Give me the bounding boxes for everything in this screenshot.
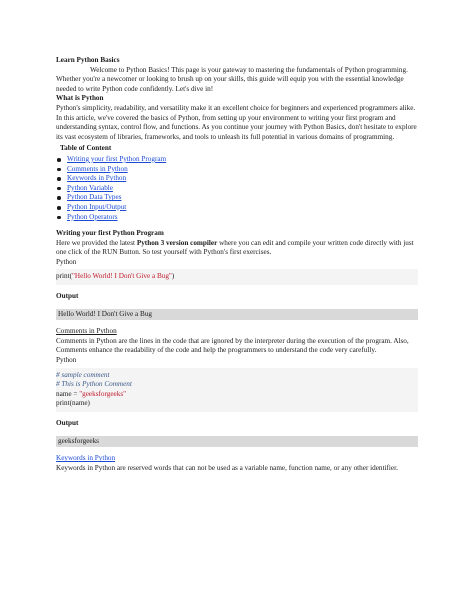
code-print-fn: print [56,399,70,408]
code-paren: ( [69,272,72,281]
document-content [56,56,418,473]
toc-link-first-program[interactable]: Writing your first Python Program [67,154,167,163]
what-is-python-paragraph: Python's simplicity, readability, and versatility make it an excellent choice for beginners and experienced programmers alike. In this article, we've covered the basics of Python, from setting up your environment to writing your first program and understanding syntax, control flow, and functions. As you continue your journey with Python Basics, don't hesitate to explore its vast ecosystem of libraries, frameworks, and tools to unleash its full potential in various domains of programming. [56,103,417,141]
section-heading-keywords [56,454,418,464]
output-box-geeks: geeksforgeeks [56,436,418,448]
toc-item [67,203,418,213]
code-paren: ) [171,272,175,281]
section-comments-paragraph: Comments in Python are the lines in the code that are ignored by the interpreter during the execution of the program. Also, Comments enhance the readability of the code and help the programmers to understand the code very carefully. [56,336,409,355]
code-assign-line [56,390,418,400]
code-print-fn: print [56,272,70,281]
section-keywords-paragraph: Keywords in Python are reserved words that can not be used as a variable name, function name, or any other identifier. [56,463,398,472]
table-of-contents [56,155,418,222]
toc-link-data-types[interactable]: Python Data Types [67,193,122,202]
toc-item [67,155,418,165]
toc-item [67,174,418,184]
toc-link-variable[interactable]: Python Variable [67,183,113,192]
output-label: Output [56,292,79,301]
code-block-comments [56,368,418,412]
code-comment-line: # This is Python Comment [56,380,132,389]
toc-item [67,165,418,175]
toc-item [67,213,418,223]
toc-link-keywords[interactable]: Keywords in Python [67,174,127,183]
page-title: Learn Python Basics [56,56,120,64]
code-language-label: Python [56,356,77,365]
section-heading-comments: Comments in Python [56,327,117,336]
code-print-line [56,399,418,409]
code-language-label: Python [56,257,77,266]
paragraph-text: Here we provided the latest [56,238,137,247]
toc-title: Table of Content [60,144,112,153]
section-first-program-paragraph [56,239,418,258]
output-label: Output [56,419,79,427]
code-string: "geeksforgeeks" [79,389,127,398]
code-comment-line: # sample comment [56,370,110,379]
keywords-link[interactable]: Keywords in Python [56,454,116,463]
toc-link-comments[interactable]: Comments in Python [67,164,128,173]
section-heading-first-program: Writing your first Python Program [56,229,164,238]
paragraph-text: where you can edit and compile your written code directly with just one click of the RUN Button. So test yourself with Python's first exercises. [56,238,414,257]
compiler-phrase: Python 3 version compiler [136,238,218,247]
code-assign: name = [56,389,80,398]
code-string: "Hello World! I Don't Give a Bug" [71,272,172,281]
toc-link-input-output[interactable]: Python Input/Output [67,202,127,211]
code-block-hello [56,269,418,285]
output-box-hello: Hello World! I Don't Give a Bug [56,309,418,321]
toc-link-operators[interactable]: Python Operators [67,212,118,221]
toc-item [67,193,418,203]
toc-item [67,184,418,194]
welcome-paragraph: Welcome to Python Basics! This page is your gateway to mastering the fundamentals of Python programming. Whether you're a newcomer or looking to brush up on your skills, this guide will equip you with the essential knowledge needed to write Python code confidently. Let's dive in! [56,65,408,93]
code-print-arg: (name) [69,399,90,408]
what-is-python-heading: What is Python [56,94,104,103]
